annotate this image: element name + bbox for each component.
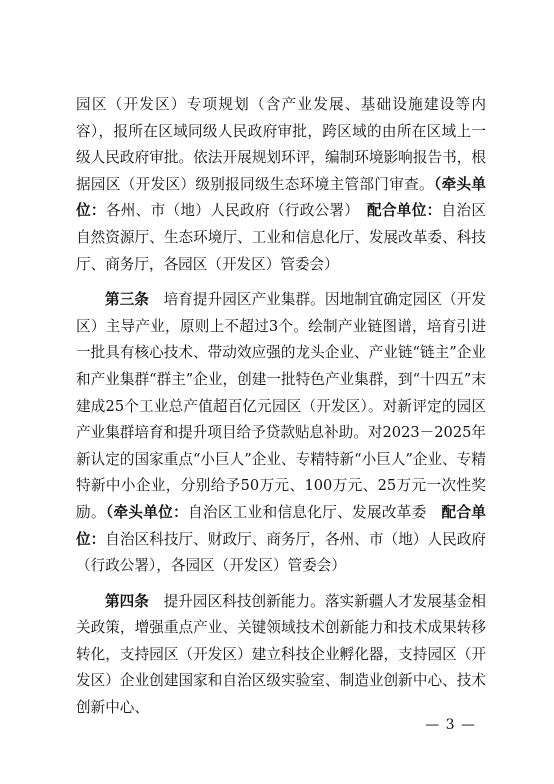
paragraph-text: 园区（开发区）专项规划（含产业发展、基础设施建设等内容），报所在区域同级人民政府审批，跨区域的由所在区域上一级人民政府审批。依法开展规划环评，编制环境影响报告书，根据园区（开发区）级别报同级生态环境主管部门审查。 bbox=[76, 96, 486, 193]
lead-unit-label: （牵头单位： bbox=[76, 175, 486, 220]
paragraph-gap bbox=[76, 278, 486, 287]
article-title: 培育提升园区产业集群。 bbox=[163, 291, 325, 309]
coop-unit: 自治区科技厅、财政厅、商务厅，各州、市（地）人民政府（行政公署），各园区（开发区）管委会） bbox=[76, 530, 486, 575]
article-title: 提升园区科技创新能力。 bbox=[163, 592, 325, 610]
body-text bbox=[76, 92, 486, 722]
article-3 bbox=[76, 287, 486, 580]
coop-unit: 自治区自然资源厅、生态环境厅、工业和信息化厅、发展改革委、科技厅、商务厅，各园区（开发区）管委会） bbox=[76, 202, 486, 273]
article-number: 第四条 bbox=[105, 592, 149, 610]
lead-unit: 各州、市（地）人民政府（行政公署） bbox=[105, 202, 353, 220]
page-number: — 3 — bbox=[425, 717, 476, 733]
paragraph-gap bbox=[76, 580, 486, 589]
article-text: 因地制宜确定园区（开发区）主导产业，原则上不超过3个。绘制产业链图谱，培育引进一批具有核心技术、带动效应强的龙头企业、产业链“链主”企业和产业集群“群主”企业，创建一批特色产业集群，到“十四五”末建成25个工业总产值超百亿元园区（开发区）。对新评定的园区产业集群培育和提升项目给予贷款贴息补助。对2023－2025年新认定的国家重点“小巨人”企业、专精特新“小巨人”企业、专精特新中小企业，分别给予50万元、100万元、25万元一次性奖励。 bbox=[76, 291, 486, 521]
article-text: 落实新疆人才发展基金相关政策，增强重点产业、关键领域技术创新能力和技术成果转移转化，支持园区（开发区）建立科技企业孵化器，支持园区（开发区）企业创建国家和自治区级实验室、制造业创新中心、技术创新中心、 bbox=[76, 592, 486, 717]
article-4 bbox=[76, 589, 486, 722]
paragraph-plan-approval bbox=[76, 92, 486, 278]
lead-unit: 自治区工业和信息化厅、发展改革委 bbox=[188, 503, 427, 521]
lead-unit-label: （牵头单位： bbox=[105, 503, 189, 521]
coop-unit-label: 配合单位： bbox=[76, 503, 486, 548]
coop-unit-label: 配合单位： bbox=[366, 202, 442, 220]
article-number: 第三条 bbox=[105, 291, 149, 309]
